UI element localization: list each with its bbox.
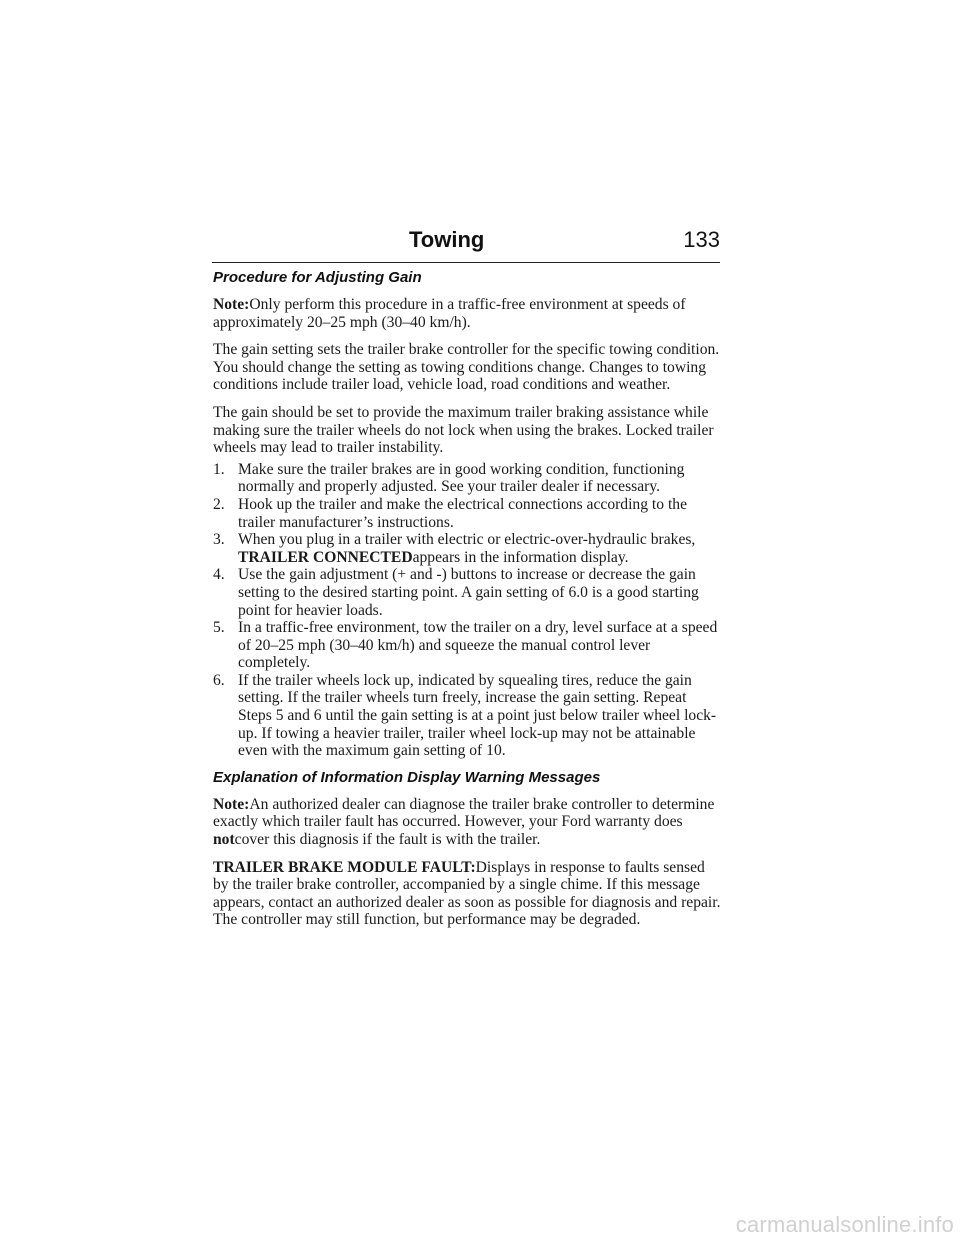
section-heading-adjusting-gain: Procedure for Adjusting Gain [213, 269, 422, 286]
note-text: Only perform this procedure in a traffic-free environment at speeds of approximately 20–25 mph (30–40 km/h). [213, 296, 686, 331]
page-content [213, 268, 723, 939]
list-item [213, 566, 723, 619]
fault-message-text: Displays in response to faults sensed by the trailer brake controller, accompanied by a single chime. If this message appears, contact an authorized dealer as soon as possible for diagnosis and repair. The controller may still function, but performance may be degraded. [213, 858, 721, 929]
step-text-end: appears in the information display. [412, 548, 629, 566]
step-number: 1. [213, 460, 225, 478]
step-text: If the trailer wheels lock up, indicated by squealing tires, reduce the gain setting. If the trailer wheels turn freely, increase the gain setting. Repeat Steps 5 and 6 until the gain setting is at a point just below trailer wheel lock-up. If towing a heavier trailer, trailer wheel lock-up may not be attainable even with the maximum gain setting of 10. [238, 671, 717, 760]
trailer-connected-message: TRAILER CONNECTED [238, 548, 413, 566]
list-item [213, 672, 723, 760]
step-text: Hook up the trailer and make the electrical connections according to the trailer manufacturer’s instructions. [238, 495, 688, 531]
fault-message-paragraph [213, 859, 723, 929]
chapter-title: Towing [409, 227, 485, 252]
note-label: Note: [213, 795, 250, 813]
step-text: Make sure the trailer brakes are in good working condition, functioning normally and properly adjusted. See your trailer dealer if necessary. [238, 460, 685, 496]
watermark: carmanualsonline.info [735, 1212, 954, 1237]
note-text: An authorized dealer can diagnose the trailer brake controller to determine exactly which trailer fault has occurred. However, your Ford warranty does [213, 795, 715, 831]
list-item [213, 619, 723, 672]
gain-assistance-paragraph: The gain should be set to provide the maximum trailer braking assistance while making sure the trailer wheels do not lock when using the brakes. Locked trailer wheels may lead to trailer instability. [213, 403, 714, 457]
page-header [212, 226, 720, 263]
step-text: In a traffic-free environment, tow the trailer on a dry, level surface at a speed of 20–25 mph (30–40 km/h) and squeeze the manual control lever completely. [238, 619, 718, 672]
page-number: 133 [683, 227, 720, 252]
note-paragraph [213, 296, 723, 331]
list-item [213, 461, 723, 496]
list-item [213, 531, 723, 566]
section-heading-warning-messages: Explanation of Information Display Warning Messages [213, 768, 601, 786]
list-item [213, 496, 723, 531]
note-text-end: cover this diagnosis if the fault is with the trailer. [234, 831, 541, 849]
note-label: Note: [213, 296, 250, 313]
step-text: Use the gain adjustment (+ and -) buttons to increase or decrease the gain setting to the desired starting point. A gain setting of 6.0 is a good starting point for heavier loads. [238, 566, 699, 619]
step-number: 6. [213, 671, 225, 689]
procedure-steps [213, 461, 723, 760]
step-number: 3. [213, 531, 225, 549]
gain-setting-paragraph: The gain setting sets the trailer brake controller for the specific towing condition. You should change the setting as towing conditions change. Changes to towing conditions include trailer load, vehicle load, road conditions and weather. [213, 341, 720, 394]
step-number: 4. [213, 566, 225, 584]
step-number: 5. [213, 619, 225, 637]
note-paragraph-dealer [213, 796, 723, 849]
step-number: 2. [213, 495, 225, 513]
not-emphasis: not [213, 831, 235, 849]
fault-message-label: TRAILER BRAKE MODULE FAULT: [213, 858, 476, 876]
step-text: When you plug in a trailer with electric or electric-over-hydraulic brakes, [238, 531, 696, 549]
